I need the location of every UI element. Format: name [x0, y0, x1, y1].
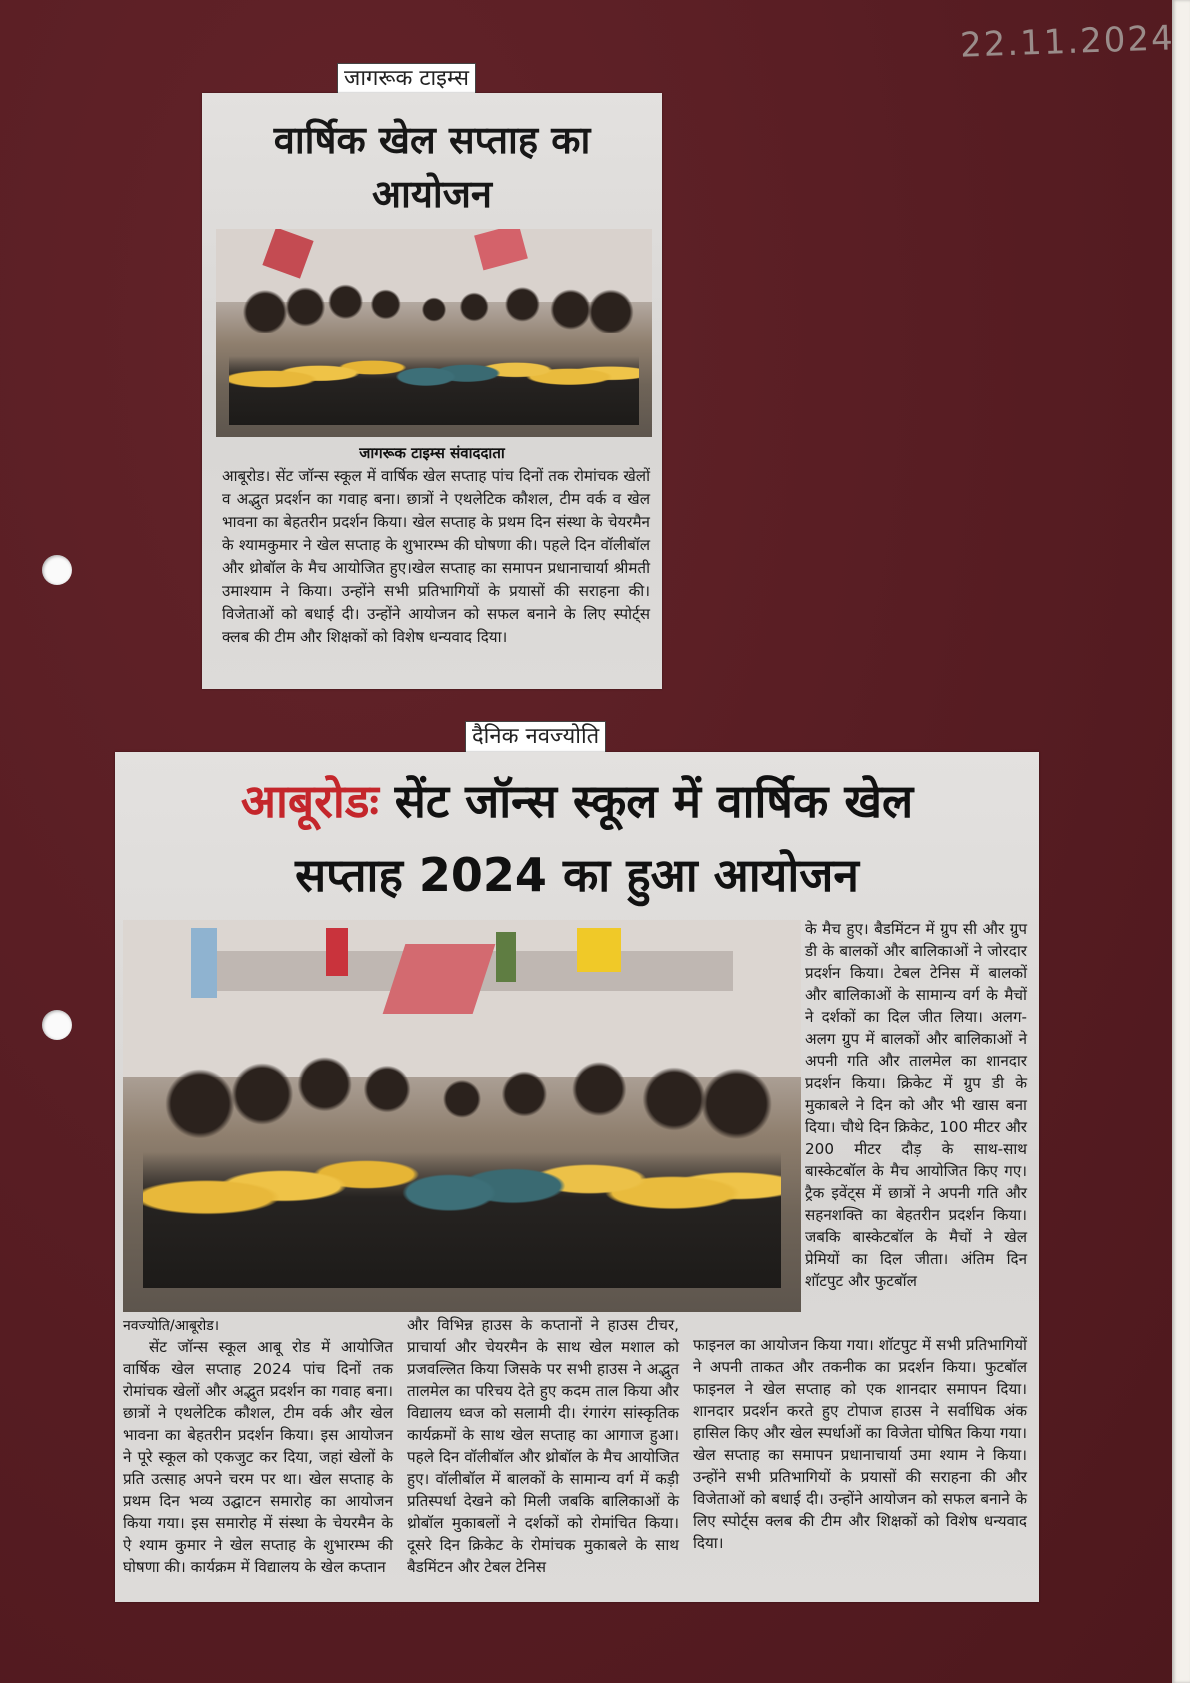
clipping-2-column-3: फाइनल का आयोजन किया गया। शॉटपुट में सभी प्रतिभागियों ने अपनी ताकत और तकनीक का प्रदर्शन किया। फुटबॉल फाइनल ने खेल सप्ताह को एक शानदार समापन दिया। शानदार प्रदर्शन करते हुए टोपाज हाउस ने सर्वाधिक अंक हासिल किए और खेल स्पर्धाओं का विजेता घोषित किया गया। खेल सप्ताह का समापन प्रधानाचार्या उमा श्याम ने किया। उन्होंने सभी प्रतिभागियों के प्रयासों की सराहना की और विजेताओं को बधाई दी। उन्होंने आयोजन को सफल बनाने के लिए स्पोर्ट्स क्लब की टीम और शिक्षकों को विशेष धन्यवाद दिया।	[693, 1336, 1027, 1552]
date-stamp: 22.11.2024	[959, 18, 1176, 66]
clipping-1-headline-line1: वार्षिक खेल सप्ताह का	[273, 118, 591, 162]
clipping-2-headline-line2: सप्ताह 2024 का हुआ आयोजन	[295, 848, 859, 902]
punch-hole-top	[42, 555, 72, 585]
clipping-1-headline-line2: आयोजन	[371, 172, 492, 216]
clipping-2-headline-rest: सेंट जॉन्स स्कूल में वार्षिक खेल	[394, 774, 914, 828]
clipping-jagruk-times	[202, 93, 662, 689]
page-edge	[1172, 0, 1190, 1683]
clipping-2-column-2: और विभिन्न हाउस के कप्तानों ने हाउस टीचर, प्राचार्या और चेयरमैन के साथ खेल मशाल को प्रजवल्लित किया जिसके पर सभी हाउस ने अद्भुत तालमेल का परिचय देते हुए कदम ताल किया और विद्यालय ध्वज को सलामी दी। रंगारंग सांस्कृतिक कार्यक्रमों के साथ खेल सप्ताह का आगाज हुआ। पहले दिन वॉलीबॉल और थ्रोबॉल के मैच आयोजित हुए। वॉलीबॉल में बालकों के सामान्य वर्ग में कड़ी प्रतिस्पर्धा देखने को मिली जबकि बालिकाओं के थ्रोबॉल मुकाबलों ने दर्शकों को रोमांचित किया। दूसरे दिन क्रिकेट के रोमांचक मुकाबले के साथ बैडमिंटन और टेबल टेनिस	[407, 1316, 679, 1576]
clipping-1-byline: जागरूक टाइम्स संवाददाता	[359, 444, 505, 462]
punch-hole-bottom	[42, 1010, 72, 1040]
clipping-1-body: आबूरोड। सेंट जॉन्स स्कूल में वार्षिक खेल सप्ताह पांच दिनों तक रोमांचक खेलों व अद्भुत प्रदर्शन का गवाह बना। छात्रों ने एथलेटिक कौशल, टीम वर्क व खेल भावना का बेहतरीन प्रदर्शन किया। खेल सप्ताह के प्रथम दिन संस्था के चेयरमैन के श्यामकुमार ने खेल सप्ताह के शुभारम्भ की घोषणा की। पहले दिन वॉलीबॉल और थ्रोबॉल के मैच आयोजित हुए।खेल सप्ताह का समापन प्रधानाचार्या श्रीमती उमाश्याम ने किया। उन्होंने सभी प्रतिभागियों के प्रयासों की सराहना की। विजेताओं को बधाई दी। उन्होंने आयोजन को सफल बनाने के लिए स्पोर्ट्स क्लब की टीम और शिक्षकों को विशेष धन्यवाद दिया।	[222, 467, 650, 646]
clipping-2-column-1: सेंट जॉन्स स्कूल आबू रोड में आयोजित वार्षिक खेल सप्ताह 2024 पांच दिनों तक रोमांचक खेलों और अद्भुत प्रदर्शन का गवाह बना। छात्रों ने एथलेटिक कौशल, टीम वर्क और खेल भावना का बेहतरीन प्रदर्शन किया। इस आयोजन ने पूरे स्कूल को एकजुट कर दिया, जहां खेलों के प्रति उत्साह अपने चरम पर था। खेल सप्ताह के प्रथम दिन भव्य उद्घाटन समारोह का आयोजन किया गया। इस समारोह में संस्था के चेयरमैन के ऐ श्याम कुमार ने खेल सप्ताह के शुभारम्भ की घोषणा की। कार्यक्रम में विद्यालय के खेल कप्तान	[123, 1338, 393, 1576]
clipping-2-headline-place: आबूरोडः	[240, 774, 379, 828]
source-label-jagruk-times: जागरूक टाइम्स	[337, 63, 476, 95]
clipping-dainik-navjyoti	[115, 752, 1039, 1602]
source-label-dainik-navjyoti: दैनिक नवज्योति	[465, 721, 606, 753]
clipping-2-byline: नवज्योति/आबूरोड।	[123, 1318, 220, 1334]
clipping-2-right-column: के मैच हुए। बैडमिंटन में ग्रुप सी और ग्रुप डी के बालकों और बालिकाओं ने जोरदार प्रदर्शन किया। टेबल टेनिस में बालकों और बालिकाओं के सामान्य वर्ग के मैचों ने दर्शकों का दिल जीत लिया। अलग-अलग ग्रुप में बालकों और बालिकाओं ने अपनी गति और तालमेल का शानदार प्रदर्शन किया। क्रिकेट में ग्रुप डी के मुकाबले ने दिन को और भी खास बना दिया। चौथे दिन क्रिकेट, 100 मीटर और 200 मीटर दौड़ के साथ-साथ बास्केटबॉल के मैच आयोजित किए गए। ट्रैक इवेंट्स में छात्रों ने अपनी गति और सहनशक्ति का बेहतरीन प्रदर्शन किया। जबकि बास्केटबॉल के मैचों ने खेल प्रेमियों का दिल जीता। अंतिम दिन शॉटपुट और फुटबॉल	[805, 920, 1027, 1290]
clipping-2-photo	[123, 920, 801, 1312]
clipping-2-headline-line1	[115, 766, 1039, 836]
clipping-1-photo	[216, 229, 652, 437]
